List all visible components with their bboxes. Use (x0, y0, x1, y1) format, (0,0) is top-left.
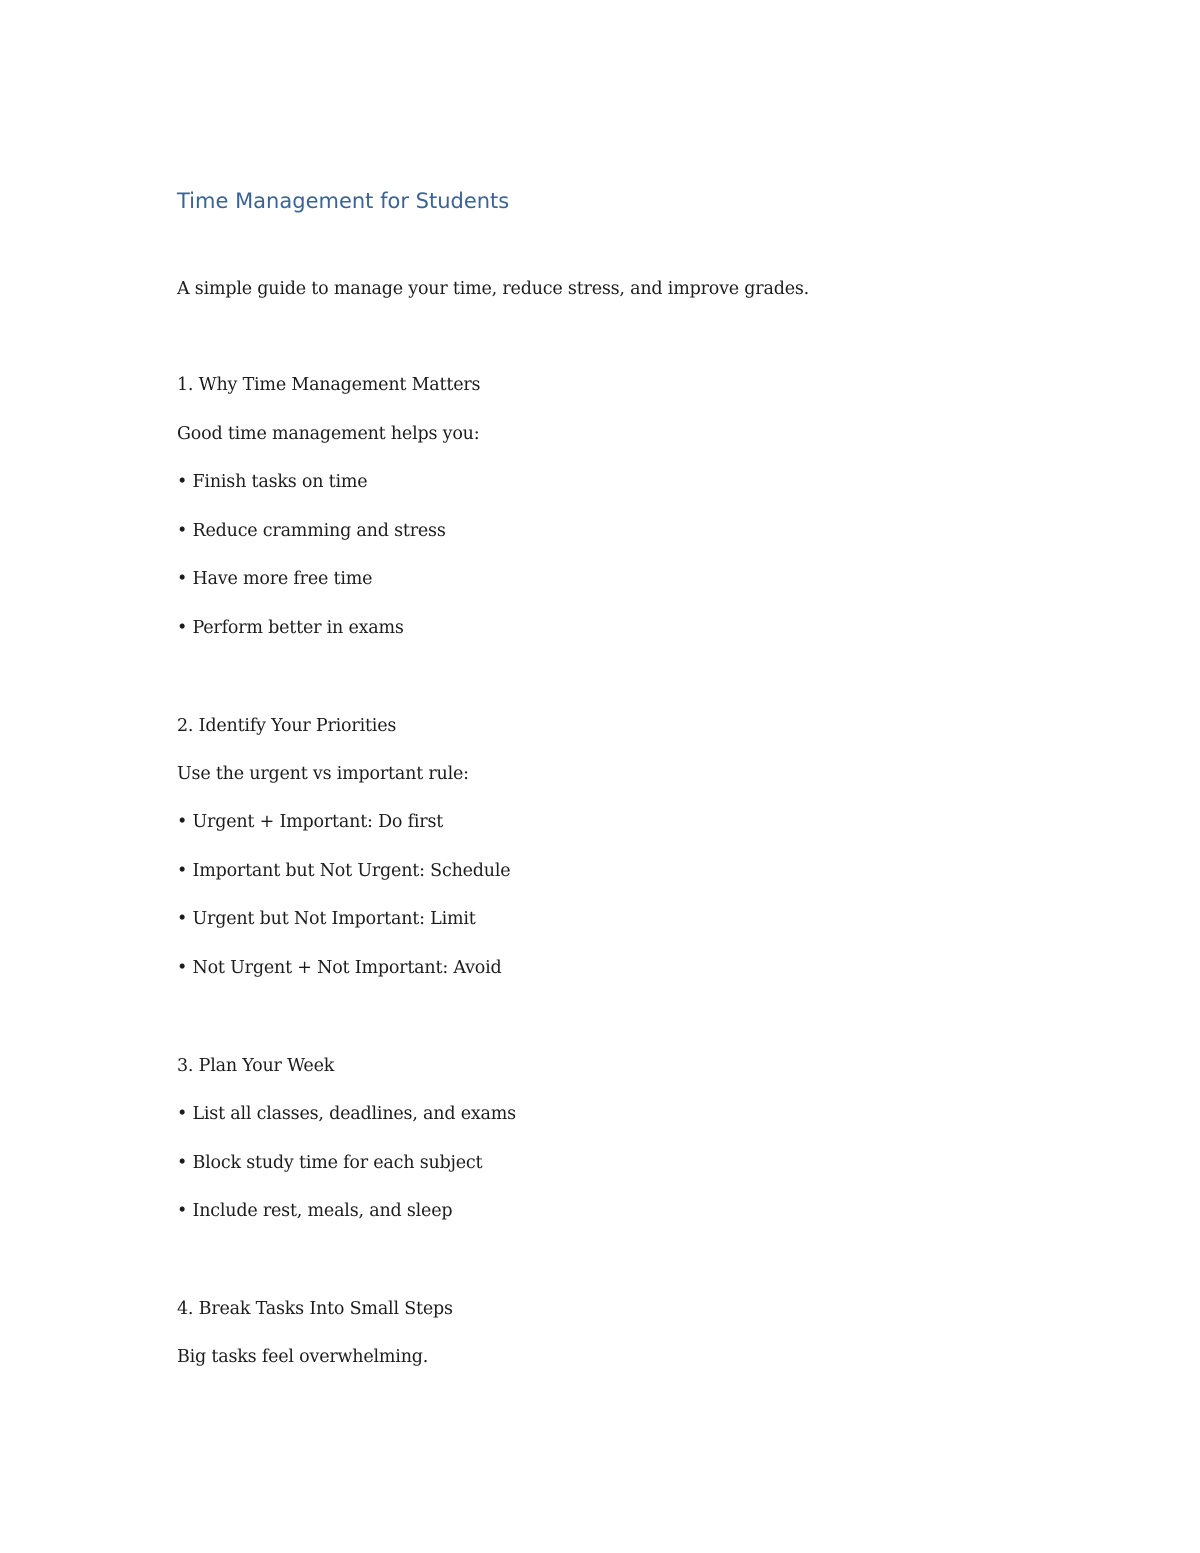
bullet-item: • Not Urgent + Not Important: Avoid (177, 958, 502, 978)
bullet-item: • List all classes, deadlines, and exams (177, 1104, 516, 1124)
document-title: Time Management for Students (177, 189, 510, 213)
document-subtitle: A simple guide to manage your time, reduce stress, and improve grades. (177, 279, 810, 299)
bullet-item: • Include rest, meals, and sleep (177, 1201, 453, 1221)
bullet-item: • Urgent but Not Important: Limit (177, 909, 476, 929)
section-heading: 4. Break Tasks Into Small Steps (177, 1299, 453, 1319)
bullet-item: • Finish tasks on time (177, 472, 368, 492)
bullet-item: • Reduce cramming and stress (177, 521, 446, 541)
section-heading: 3. Plan Your Week (177, 1056, 335, 1076)
section-heading: 2. Identify Your Priorities (177, 716, 397, 736)
bullet-item: • Have more free time (177, 569, 373, 589)
section-intro: Good time management helps you: (177, 424, 480, 444)
bullet-item: • Perform better in exams (177, 618, 404, 638)
bullet-item: • Urgent + Important: Do first (177, 812, 444, 832)
section-intro: Big tasks feel overwhelming. (177, 1347, 429, 1367)
section-heading: 1. Why Time Management Matters (177, 375, 481, 395)
bullet-item: • Block study time for each subject (177, 1153, 483, 1173)
bullet-item: • Important but Not Urgent: Schedule (177, 861, 511, 881)
section-intro: Use the urgent vs important rule: (177, 764, 469, 784)
